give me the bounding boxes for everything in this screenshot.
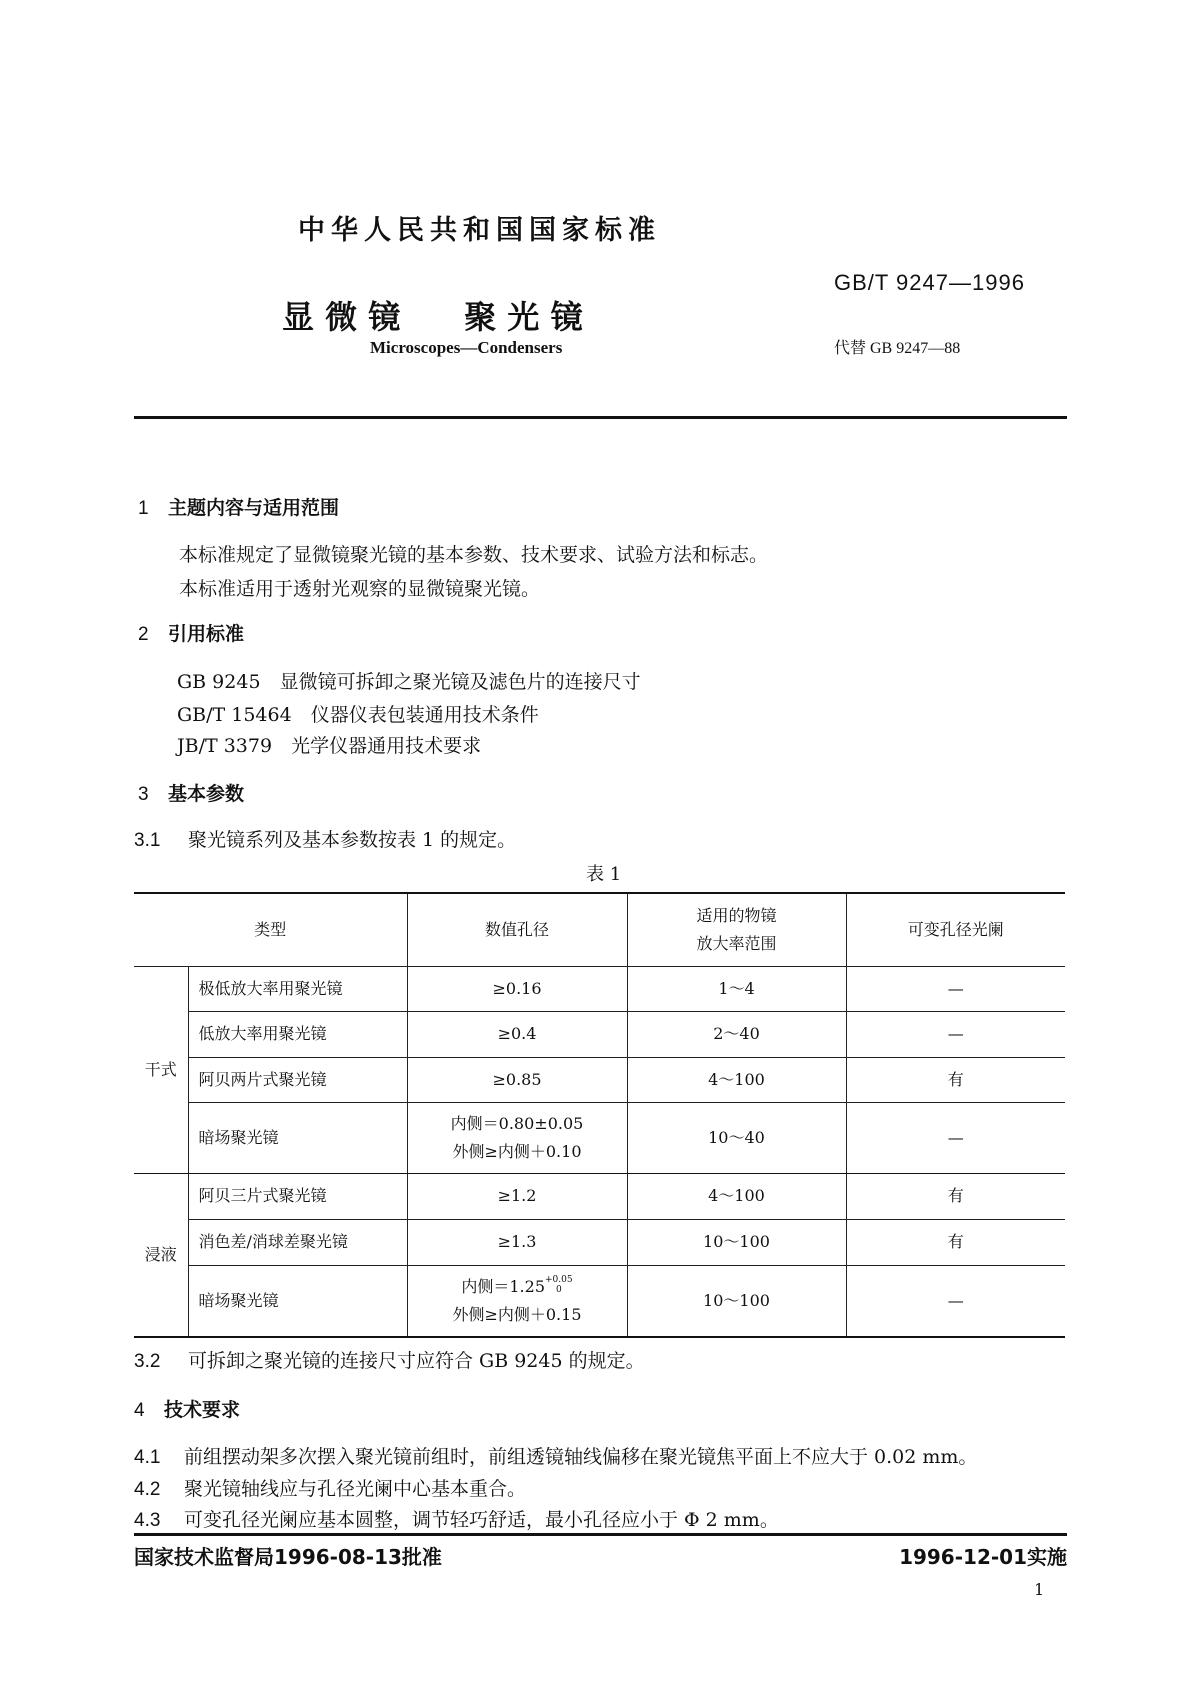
document-title-cn: 显 微 镜 聚 光 镜 xyxy=(282,298,583,336)
group-dry: 干式 xyxy=(134,966,188,1173)
cell-iris: — xyxy=(846,1102,1065,1173)
clause-number: 3.1 xyxy=(134,830,161,851)
clause-number: 4.2 xyxy=(134,1479,161,1500)
clause-number: 3.2 xyxy=(134,1351,161,1372)
clause-text: 聚光镜系列及基本参数按表 1 的规定。 xyxy=(188,829,517,851)
section-title: 主题内容与适用范围 xyxy=(168,497,340,519)
table-row xyxy=(134,1011,1065,1057)
cell-na xyxy=(407,1265,627,1337)
na-value: 内侧＝1.25 xyxy=(461,1276,546,1296)
cell-type: 暗场聚光镜 xyxy=(188,1102,407,1173)
section-number: 2 xyxy=(138,624,149,645)
paragraph: 本标准适用于透射光观察的显微镜聚光镜。 xyxy=(179,578,541,600)
clause-text: 可拆卸之聚光镜的连接尺寸应符合 GB 9245 的规定。 xyxy=(188,1350,645,1372)
section-title: 技术要求 xyxy=(164,1399,241,1421)
reference-code: GB 9245 xyxy=(177,671,261,693)
cell-type: 阿贝两片式聚光镜 xyxy=(188,1057,407,1102)
header-line: 放大率范围 xyxy=(696,933,777,953)
condenser-parameters-table xyxy=(134,892,1065,1338)
cell-mag: 1～4 xyxy=(627,966,846,1011)
clause-3-1 xyxy=(134,825,516,852)
effective-date: 1996-12-01实施 xyxy=(899,1545,1067,1569)
section-title: 引用标准 xyxy=(168,623,245,645)
cell-na xyxy=(407,1102,627,1173)
na-line: 外侧≥内侧＋0.15 xyxy=(452,1304,582,1324)
reference-item xyxy=(177,700,539,727)
clause-number: 4.1 xyxy=(134,1447,161,1468)
cell-mag: 10～100 xyxy=(627,1265,846,1337)
cell-na: ≥0.4 xyxy=(407,1011,627,1057)
cell-type: 消色差/消球差聚光镜 xyxy=(188,1219,407,1265)
na-line: 内侧＝0.80±0.05 xyxy=(450,1113,584,1133)
reference-title: 光学仪器通用技术要求 xyxy=(291,735,482,757)
header-line: 适用的物镜 xyxy=(696,905,777,925)
reference-item xyxy=(177,731,481,758)
header-numerical-aperture: 数值孔径 xyxy=(407,893,627,966)
footer-divider xyxy=(134,1533,1067,1536)
section-number: 1 xyxy=(138,498,149,519)
na-line xyxy=(408,1273,627,1301)
na-line: 外侧≥内侧＋0.10 xyxy=(452,1141,582,1161)
table-row xyxy=(134,966,1065,1011)
header-magnification xyxy=(627,893,846,966)
cell-type: 阿贝三片式聚光镜 xyxy=(188,1173,407,1219)
reference-item xyxy=(177,667,641,694)
header-type: 类型 xyxy=(134,893,407,966)
clause-4-1 xyxy=(134,1442,977,1469)
table-header-row xyxy=(134,893,1065,966)
section-4-heading xyxy=(134,1395,240,1422)
cell-mag: 4～100 xyxy=(627,1057,846,1102)
cell-mag: 4～100 xyxy=(627,1173,846,1219)
section-number: 3 xyxy=(138,784,149,805)
cell-mag: 10～100 xyxy=(627,1219,846,1265)
replaces-standard: 代替 GB 9247—88 xyxy=(834,340,961,357)
paragraph: 本标准规定了显微镜聚光镜的基本参数、技术要求、试验方法和标志。 xyxy=(179,544,769,566)
reference-title: 仪器仪表包装通用技术条件 xyxy=(310,704,539,726)
table-caption: 表 1 xyxy=(586,864,622,885)
reference-code: JB/T 3379 xyxy=(177,735,273,757)
cell-type: 极低放大率用聚光镜 xyxy=(188,966,407,1011)
approval-note: 国家技术监督局1996-08-13批准 xyxy=(134,1545,442,1569)
cell-na: ≥1.2 xyxy=(407,1173,627,1219)
header-divider xyxy=(134,416,1067,419)
national-standard-heading: 中华人民共和国国家标准 xyxy=(298,215,661,246)
section-2-heading xyxy=(138,619,244,646)
tolerance-lower: 0 xyxy=(555,1284,562,1295)
clause-number: 4.3 xyxy=(134,1510,161,1531)
reference-title: 显微镜可拆卸之聚光镜及滤色片的连接尺寸 xyxy=(279,671,641,693)
table-row xyxy=(134,1173,1065,1219)
group-immersion: 浸液 xyxy=(134,1173,188,1337)
section-1-heading xyxy=(138,493,339,520)
section-title: 基本参数 xyxy=(168,783,245,805)
page-number: 1 xyxy=(1034,1580,1045,1599)
tolerance xyxy=(545,1275,573,1295)
clause-4-3 xyxy=(134,1505,779,1532)
cell-iris: — xyxy=(846,966,1065,1011)
cell-iris: — xyxy=(846,1265,1065,1337)
cell-mag: 10～40 xyxy=(627,1102,846,1173)
cell-iris: — xyxy=(846,1011,1065,1057)
document-title-en: Microscopes—Condensers xyxy=(370,338,563,357)
cell-na: ≥0.85 xyxy=(407,1057,627,1102)
standard-code: GB/T 9247—1996 xyxy=(834,270,1025,295)
cell-iris: 有 xyxy=(846,1219,1065,1265)
clause-4-2 xyxy=(134,1474,526,1501)
clause-text: 可变孔径光阑应基本圆整，调节轻巧舒适，最小孔径应小于 Φ 2 mm。 xyxy=(184,1509,779,1531)
section-3-heading xyxy=(138,779,244,806)
cell-na: ≥1.3 xyxy=(407,1219,627,1265)
table-row xyxy=(134,1265,1065,1337)
cell-mag: 2～40 xyxy=(627,1011,846,1057)
tolerance-upper: +0.05 xyxy=(545,1274,573,1285)
table-row xyxy=(134,1219,1065,1265)
header-iris: 可变孔径光阑 xyxy=(846,893,1065,966)
clause-text: 聚光镜轴线应与孔径光阑中心基本重合。 xyxy=(184,1478,527,1500)
clause-text: 前组摆动架多次摆入聚光镜前组时，前组透镜轴线偏移在聚光镜焦平面上不应大于 0.02 mm。 xyxy=(184,1446,978,1468)
cell-na: ≥0.16 xyxy=(407,966,627,1011)
cell-iris: 有 xyxy=(846,1057,1065,1102)
reference-code: GB/T 15464 xyxy=(177,704,292,726)
cell-iris: 有 xyxy=(846,1173,1065,1219)
section-number: 4 xyxy=(134,1400,145,1421)
table-row xyxy=(134,1057,1065,1102)
table-row xyxy=(134,1102,1065,1173)
clause-3-2 xyxy=(134,1346,645,1373)
cell-type: 低放大率用聚光镜 xyxy=(188,1011,407,1057)
cell-type: 暗场聚光镜 xyxy=(188,1265,407,1337)
